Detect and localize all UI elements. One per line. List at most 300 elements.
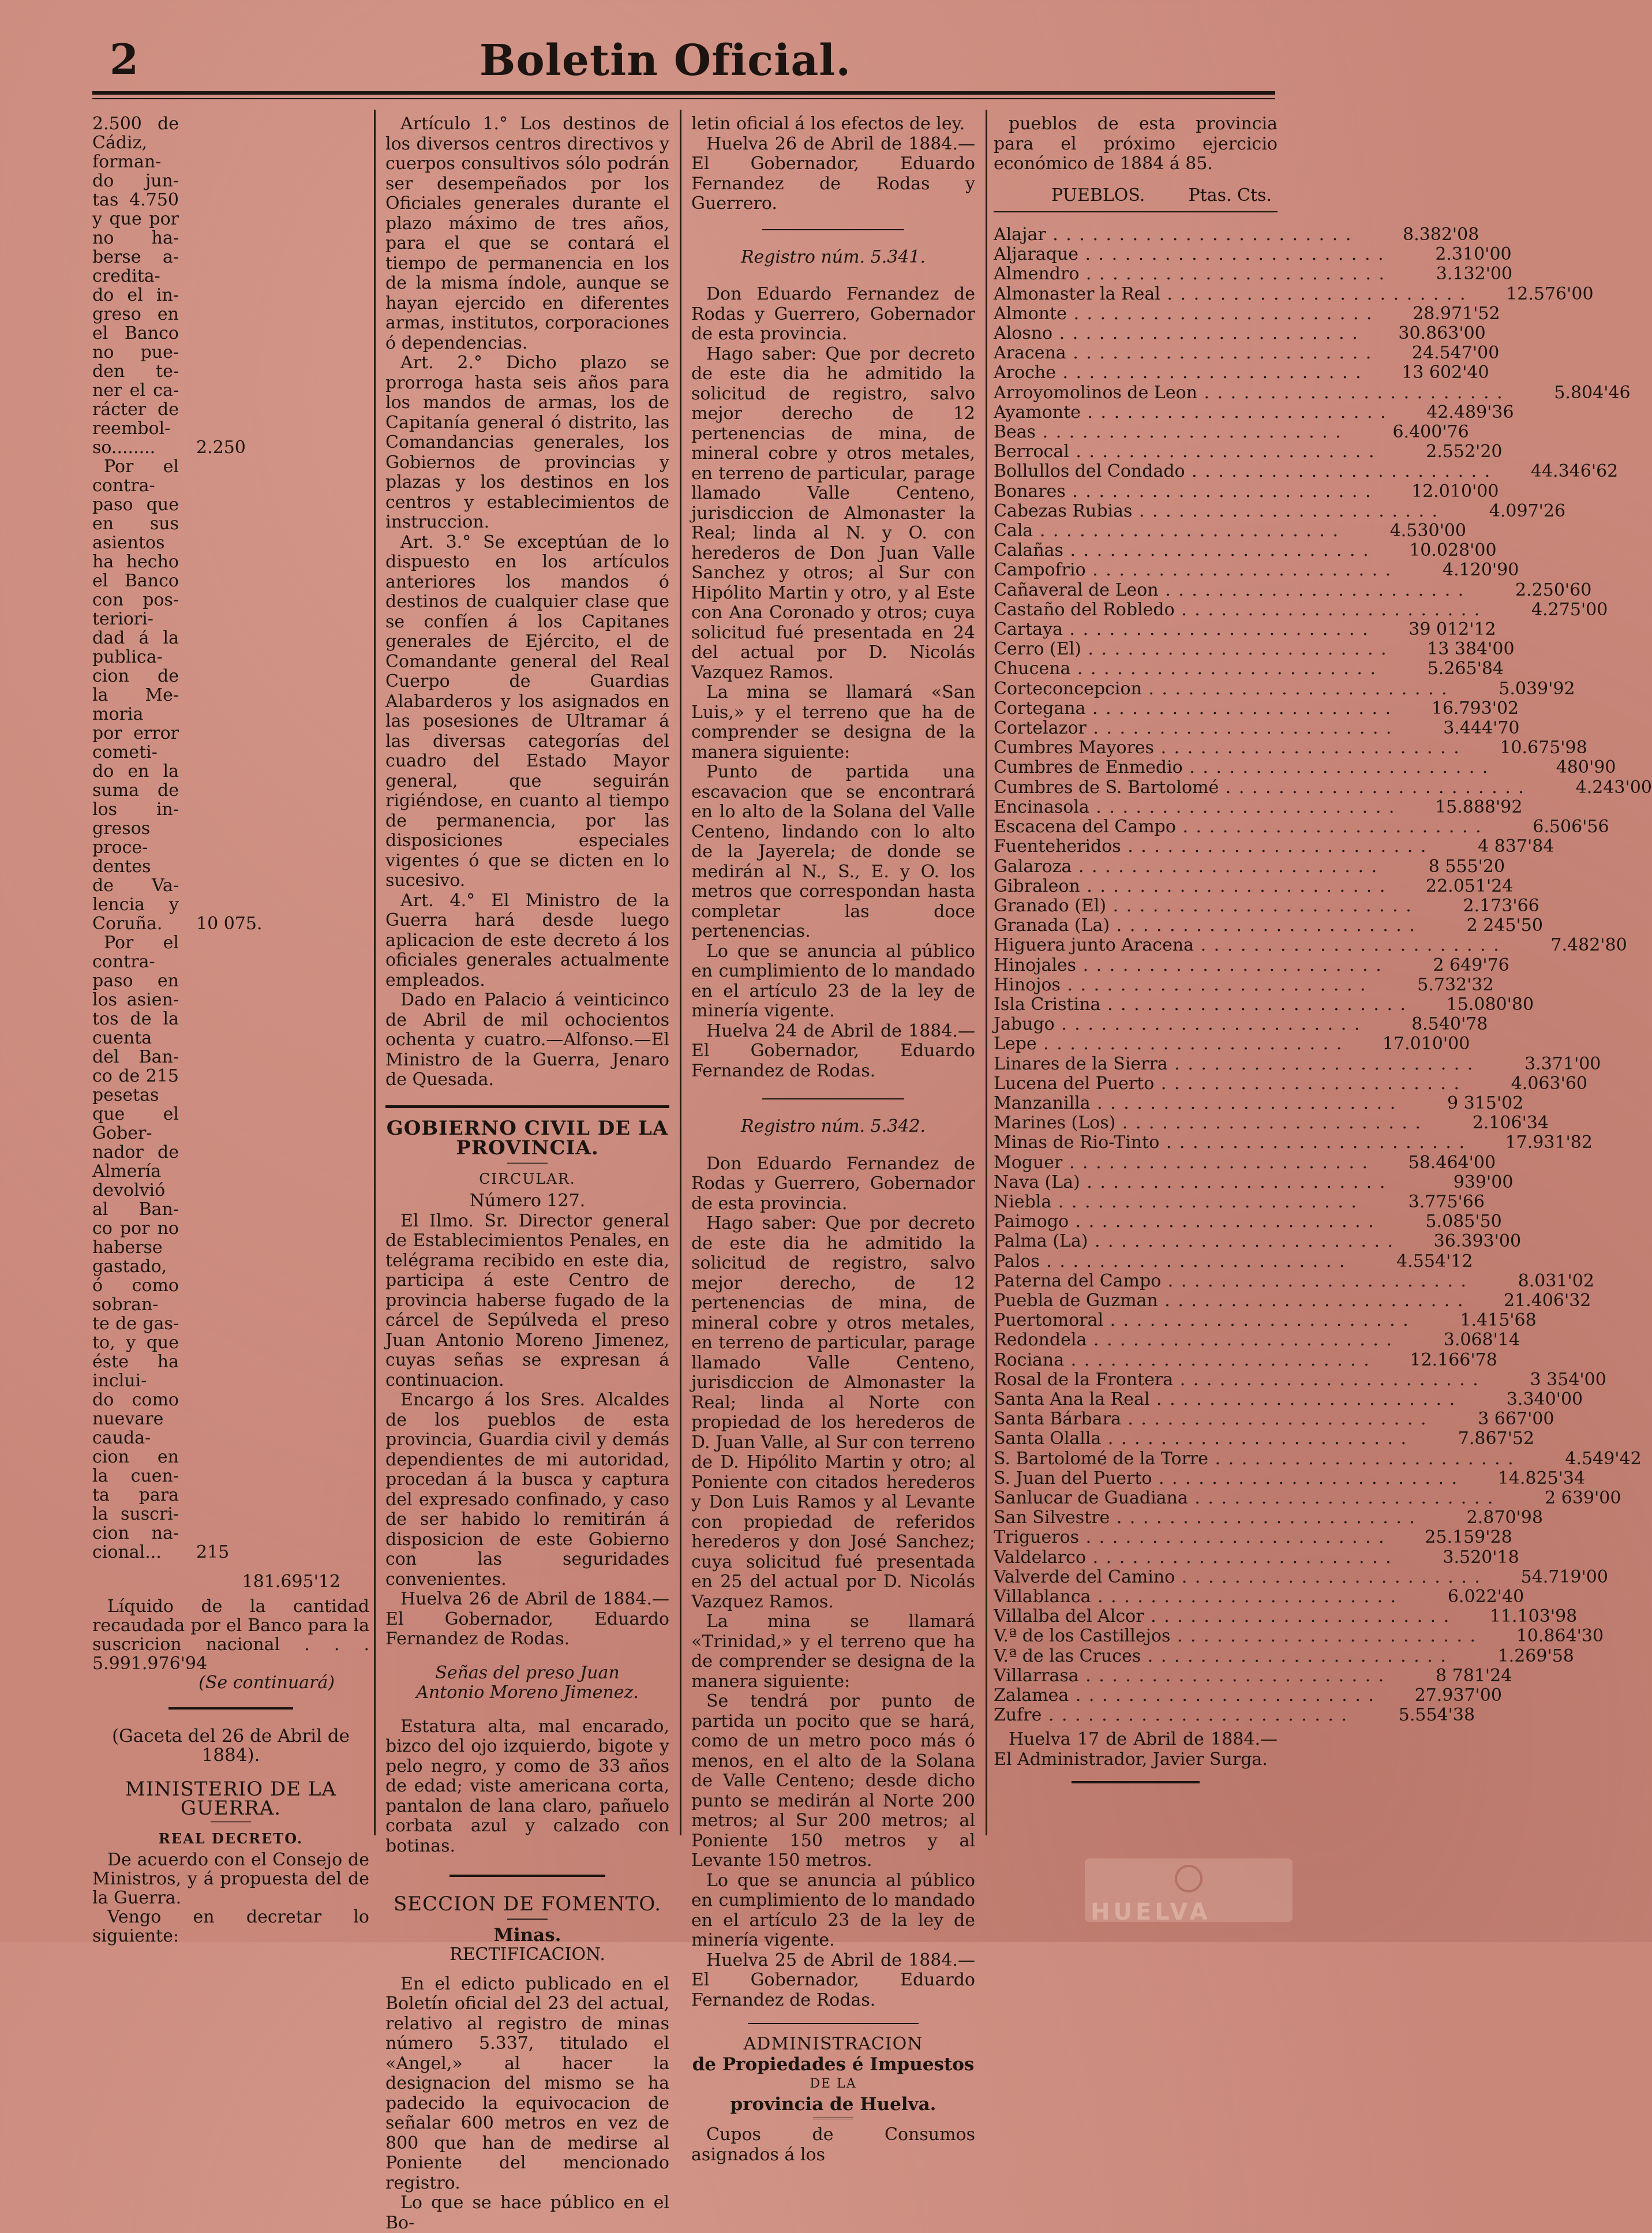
table-row	[994, 1132, 1593, 1153]
table-row	[994, 994, 1534, 1015]
ledger-line: do como	[92, 1390, 179, 1410]
pueblo-value: 4.554'12	[1396, 1251, 1473, 1271]
pueblo-name: Berrocal . . .	[994, 442, 1376, 462]
table-row	[994, 1310, 1537, 1331]
column-3	[691, 114, 975, 2165]
pueblo-name: Almendro . . .	[994, 264, 1385, 284]
table-row	[994, 836, 1554, 857]
pueblo-value: 21.406'32	[1504, 1290, 1591, 1311]
ministerio-heading: MINISTERIO DE LA GUERRA.	[125, 1778, 336, 1820]
table-row	[994, 1014, 1488, 1035]
pueblo-name: Paimogo . . .	[994, 1212, 1375, 1232]
ledger-line: to, y que	[92, 1333, 179, 1353]
pueblo-name: Marines (Los) . . .	[994, 1113, 1422, 1133]
pueblo-name: Valverde del Camino . . .	[994, 1568, 1481, 1587]
pueblo-value: 5.039'92	[1499, 678, 1575, 699]
table-row	[994, 659, 1504, 679]
ledger-line: paso en	[92, 971, 179, 991]
pueblo-name: Villalba del Alcor . . .	[994, 1607, 1450, 1626]
pueblo-value: 54.719'00	[1520, 1566, 1608, 1587]
dbl-rule-2	[507, 1162, 548, 1166]
pueblo-name: Zalamea . . .	[994, 1686, 1375, 1705]
reg2-p2: Hago saber: Que por decreto de este dia he admitido la solicitud de registro, salvo mejor derecho, de 12 pertenencias de mina, de mineral cobre y otros metales, en terreno de particular, parage llamado Valle Centeno, jurisdiccion de Almonaster la Real; linda al Norte con propiedad de los herederos de D. Juan Valle, al Sur con terreno de D. Hipólito Martin y otro; al Poniente con citados herederos y Don Luis Ramos y al Levante con propiedad de referidos herederos y don José Sanchez; cuya solicitud fué presentada en 25 del actual por D. Nicolás Vazquez Ramos.	[691, 1213, 975, 1612]
ledger-amount: 215	[196, 1542, 230, 1562]
ledger-line: la Me-	[92, 685, 179, 705]
pueblo-value: 15.888'92	[1435, 796, 1523, 817]
ledger-line: la cuen-	[92, 1466, 179, 1486]
pueblo-value: 1.415'68	[1460, 1310, 1537, 1331]
ledger-line: tas 4.750	[92, 190, 179, 210]
circular-p2: Encargo á los Sres. Alcaldes de los pueblos de esta provincia, Guardia civil y demás dependientes de mi autoridad, procedan á la busca y captura del expresado confinado, y caso de ser habido lo remitirán á disposicion de este Gobierno con las seguridades convenientes.	[385, 1390, 669, 1589]
ledger-line: gresos	[92, 818, 151, 839]
reg1-p2: Hago saber: Que por decreto de este dia he admitido la solicitud de registro, salvo mejor derecho de 12 pertenencias de mina, de mineral cobre y otros metales, en terreno de particular, parage llamado Valle Centeno, jurisdiccion de Almonaster la Real; linda al N. y O. con herederos de Don Juan Valle Sanchez y otros; al Sur con Hipólito Martin y otro, y al Este con Ana Coronado y otros; cuya solicitud fué presentada en 24 del actual por D. Nicolás Vazquez Ramos.	[691, 343, 975, 683]
admin-heading-3: DE LA	[810, 2077, 857, 2091]
header-pueblos: PUEBLOS.	[1051, 185, 1145, 205]
ledger-line: éste ha	[92, 1352, 179, 1372]
table-row	[994, 1053, 1601, 1074]
pueblo-value: 8 781'24	[1436, 1665, 1512, 1686]
rule-col2-2	[449, 1875, 606, 1877]
reg1-p3: La mina se llamará «San Luis,» y el terreno que ha de comprender se designa de la manera siguiente:	[691, 682, 975, 762]
pueblos-table-header	[994, 186, 1278, 206]
art1: Artículo 1.° Los destinos de los diversos centros directivos y cuerpos consultivos sólo podrán ser desempeñados por los Oficiales generales durante el plazo máximo de tres años, para el que se contará el tiempo de permanencia en los de la misma índole, aunque se hayan ejercido en diferentes armas, institutos, corporaciones ó dependencias.	[385, 114, 669, 353]
ledger-line: do en la	[92, 761, 179, 781]
ledger-line: co de 215	[92, 1066, 179, 1086]
header-rule	[92, 91, 1275, 95]
reg2-p5: Lo que se anuncia al público en cumplimiento de lo mandado en el artículo 23 de la ley de minería vigente.	[691, 1870, 975, 1950]
pueblo-name: S. Juan del Puerto . . .	[994, 1469, 1458, 1488]
pueblo-value: 4.243'00	[1575, 777, 1652, 798]
pueblo-name: Cumbres Mayores . . .	[994, 738, 1460, 758]
ledger-line: asientos	[92, 533, 165, 553]
pueblo-name: Gibraleon . . .	[994, 877, 1386, 896]
decreto-p2: Vengo en decretar lo siguiente:	[92, 1907, 369, 1946]
ledger-line: Coruña.	[92, 914, 163, 934]
ledger-line: Gober-	[92, 1123, 152, 1143]
ledger-line: ó como	[92, 1276, 179, 1296]
pueblo-value: 8.382'08	[1403, 225, 1479, 245]
pueblo-value: 36.393'00	[1433, 1231, 1522, 1252]
pueblo-value: 15.080'80	[1446, 994, 1534, 1015]
ledger-line: tos de la	[92, 1009, 179, 1029]
table-row	[994, 540, 1497, 561]
ledger-line: forman-	[92, 152, 162, 172]
pueblo-value: 4.549'42	[1565, 1448, 1642, 1469]
ledger-line: del Ban-	[92, 1047, 179, 1067]
pueblo-value: 3.340'00	[1506, 1389, 1583, 1409]
pueblo-name: Palos . . .	[994, 1252, 1346, 1271]
pueblo-name: Manzanilla . . .	[994, 1094, 1396, 1113]
ledger-line: suma de	[92, 780, 179, 801]
pueblo-value: 16.793'02	[1431, 698, 1519, 719]
pueblo-name: Puebla de Guzman . . .	[994, 1291, 1464, 1311]
table-row	[994, 639, 1515, 660]
dado: Dado en Palacio á veinticinco de Abril de mil ochocientos ochenta y cuatro.—Alfonso.—El Ministro de la Guerra, Jenaro de Quesada.	[385, 990, 669, 1090]
pueblo-value: 6.506'56	[1533, 817, 1609, 837]
ledger-subtotal: 181.695'12	[242, 1572, 340, 1592]
ledger-line: rácter de	[92, 399, 179, 420]
ledger-line: 2.500 de	[92, 114, 179, 134]
pueblo-name: V.ª de las Cruces . . .	[994, 1647, 1447, 1666]
table-row	[994, 1270, 1594, 1291]
pueblo-name: Alajar . . .	[994, 225, 1352, 245]
ledger-line: ner el ca-	[92, 380, 179, 401]
ledger-line: credita-	[92, 266, 160, 286]
table-row	[994, 1527, 1512, 1548]
pueblo-name: Encinasola . . .	[994, 798, 1395, 817]
pueblo-value: 8.031'02	[1518, 1270, 1594, 1291]
pueblo-value: 28.971'52	[1413, 303, 1500, 324]
pueblo-value: 4.097'26	[1489, 500, 1566, 521]
pueblo-name: Paterna del Campo . . .	[994, 1271, 1467, 1291]
ledger-line: la suscri-	[92, 1504, 179, 1524]
ledger-line: nuevare	[92, 1409, 164, 1429]
pueblo-value: 25.159'28	[1425, 1527, 1512, 1548]
ledger-line: proce-	[92, 837, 148, 858]
pueblo-value: 4.120'90	[1443, 560, 1519, 581]
real-decreto: REAL DECRETO.	[158, 1830, 304, 1847]
ledger-line: los asien-	[92, 990, 179, 1010]
pueblo-name: Santa Bárbara . . .	[994, 1409, 1428, 1429]
header-ptas: Ptas. Cts.	[1188, 185, 1272, 205]
ledger-line: con pos-	[92, 590, 179, 610]
pueblo-value: 58.464'00	[1408, 1152, 1496, 1173]
pueblo-name: Moguer . . .	[994, 1153, 1369, 1173]
table-row	[994, 599, 1608, 620]
registro-5341-heading: Registro núm. 5.341.	[740, 246, 926, 267]
pueblo-name: Ayamonte . . .	[994, 403, 1387, 422]
pueblo-name: Hinojales . . .	[994, 956, 1383, 975]
ledger-line: nador de	[92, 1142, 179, 1162]
pueblo-name: Escacena del Campo . . .	[994, 817, 1482, 837]
table-row	[994, 244, 1512, 265]
pueblo-value: 13 384'00	[1427, 639, 1515, 660]
art3: Art. 3.° Se exceptúan de lo dispuesto en los artículos anteriores los mandos ó destinos de cualquier clase que se confíen á los Capitanes generales de Ejército, el de Comandante general del Real Cuerpo de Guardias Alabarderos y los asignados en las posesiones de Ultramar á las diversas categorías del cuadro del Estado Mayor general, que seguirán rigiéndose, en cuanto al tiempo de permanencia, por las disposiciones especiales vigentes ó que se dicten en lo sucesivo.	[385, 532, 669, 891]
table-row	[994, 1231, 1522, 1252]
ledger-line: pesetas	[92, 1085, 159, 1105]
pueblo-name: Isla Cristina . . .	[994, 995, 1407, 1015]
pueblo-value: 3 354'00	[1530, 1369, 1606, 1390]
ledger-line: moria	[92, 704, 144, 724]
table-row	[994, 461, 1619, 482]
pueblo-name: Granada (La) . . .	[994, 916, 1416, 936]
pueblo-name: Linares de la Sierra . . .	[994, 1054, 1474, 1074]
dbl-rule-4	[813, 2118, 853, 2122]
table-row	[994, 698, 1519, 719]
table-row	[994, 678, 1575, 699]
pueblo-name: Aroche . . .	[994, 363, 1362, 383]
pueblo-name: Cortelazor . . .	[994, 719, 1393, 738]
pueblo-name: Rociana . . .	[994, 1351, 1370, 1370]
rect-p2: Lo que se hace público en el Bo-	[385, 2193, 669, 2233]
circular-label: CIRCULAR.	[479, 1170, 576, 1187]
table-row	[994, 1073, 1588, 1094]
pueblo-name: Aljaraque . . .	[994, 245, 1385, 264]
rule-col2-1	[385, 1105, 669, 1108]
pueblo-name: Lepe . . .	[994, 1034, 1343, 1054]
table-row	[994, 1113, 1549, 1134]
gobierno-heading: GOBIERNO CIVIL DE LA PROVINCIA.	[386, 1116, 669, 1159]
table-row	[994, 1428, 1535, 1449]
circular-p3: Huelva 26 de Abril de 1884.—El Gobernador, Eduardo Fernandez de Rodas.	[385, 1589, 669, 1649]
header-underline	[994, 211, 1278, 212]
pueblo-name: Jabugo . . .	[994, 1015, 1361, 1034]
ledger-line: que el	[92, 1104, 179, 1124]
table-row	[994, 225, 1479, 245]
pueblo-name: Chucena . . .	[994, 659, 1377, 679]
pueblo-value: 44.346'62	[1530, 461, 1619, 482]
ledger-line: Por el	[104, 457, 179, 477]
page-number: 2	[110, 35, 139, 84]
ledger-line: devolvió	[92, 1180, 166, 1200]
admin-p1: Cupos de Consumos asignados á los	[691, 2124, 975, 2165]
table-row	[994, 1606, 1578, 1627]
pueblo-value: 10.675'98	[1500, 738, 1587, 758]
liquido-label: Líquido de la cantidad recaudada por el Banco para la suscricion nacional . . .	[92, 1596, 369, 1655]
pueblo-name: Cala . . .	[994, 521, 1339, 541]
reg2-p4: Se tendrá por punto de partida un pocito que se hará, como de un metro poco más ó menos, en el alto de la Solana de Valle Centeno; desde dicho punto se medirán al Norte 200 metros; al Sur 200 metros; al Poniente 150 metros y al Levante 150 metros.	[691, 1691, 975, 1871]
table-row	[994, 382, 1631, 403]
ledger-line: reembol-	[92, 418, 171, 439]
table-row	[994, 718, 1520, 739]
pueblo-name: Cabezas Rubias . . .	[994, 502, 1439, 521]
pueblo-value: 4.530'00	[1389, 521, 1466, 541]
reg2-p1: Don Eduardo Fernandez de Rodas y Guerrero, Gobernador de esta provincia.	[691, 1153, 975, 1214]
table-row	[994, 1705, 1475, 1726]
table-row	[994, 1566, 1608, 1587]
pueblo-name: Puertomoral . . .	[994, 1311, 1410, 1330]
ledger-line: teriori-	[92, 609, 153, 629]
ledger-line: berse a-	[92, 247, 179, 267]
header-rule-thin	[92, 98, 1275, 99]
pueblo-name: Cumbres de Enmedio . . .	[994, 758, 1489, 777]
pueblo-name: Santa Ana la Real . . .	[994, 1390, 1456, 1409]
pueblo-name: Campofrio . . .	[994, 560, 1392, 580]
pueblo-value: 3.068'14	[1443, 1330, 1520, 1351]
ledger-line: contra-	[92, 476, 155, 496]
pueblo-value: 5.804'46	[1554, 382, 1631, 403]
pueblo-value: 39 012'12	[1408, 619, 1496, 640]
ledger-line: gastado,	[92, 1256, 167, 1277]
table-row	[994, 521, 1466, 541]
pueblo-name: Zufre . . .	[994, 1705, 1348, 1725]
pueblo-value: 3.775'66	[1408, 1191, 1485, 1212]
table-row	[994, 1488, 1621, 1508]
pueblo-name: Castaño del Robledo . . .	[994, 600, 1481, 620]
ledger-line: no pue-	[92, 342, 179, 362]
col3-cont-p1: letin oficial á los efectos de ley.	[691, 114, 965, 134]
pueblo-name: Cañaveral de Leon . . .	[994, 581, 1464, 600]
watermark-text: HUELVA	[1091, 1899, 1211, 1925]
table-row	[994, 1468, 1586, 1488]
ledger-line: cional...	[92, 1542, 162, 1562]
pueblo-value: 11.103'98	[1489, 1606, 1578, 1627]
pueblo-value: 24.547'00	[1411, 343, 1500, 364]
rect-p1: En el edicto publicado en el Boletín oficial del 23 del actual, relativo al registro de minas número 5.337, titulado el «Angel,» al hacer la designacion del mismo se ha padecido la equivocacion de señalar 600 metros en vez de 800 que han de medirse al Poniente del mencionado registro.	[385, 1973, 669, 2193]
decreto-p1: De acuerdo con el Consejo de Ministros, y á propuesta del de la Guerra.	[92, 1850, 369, 1908]
pueblo-value: 2 245'50	[1466, 915, 1543, 936]
circular-p1: El Ilmo. Sr. Director general de Establecimientos Penales, en telégrama recibido en este dia, participa á este Centro de provincia haberse fugado de la cárcel de Sepúlveda el preso Juan Antonio Moreno Jimenez, cuyas señas se expresan á continuacion.	[385, 1210, 669, 1390]
column-1	[92, 114, 369, 1946]
ledger-line: lencia y	[92, 895, 179, 915]
column-divider-3	[986, 110, 987, 1835]
fomento-heading: SECCION DE FOMENTO.	[393, 1892, 662, 1916]
pueblo-value: 480'90	[1556, 757, 1616, 778]
pueblo-name: Granado (El) . . .	[994, 896, 1413, 916]
pueblos-table	[994, 225, 1652, 1726]
pueblo-value: 5.265'84	[1427, 659, 1504, 679]
dbl-rule-1	[211, 1821, 251, 1826]
ledger-line: Almería	[92, 1161, 162, 1181]
table-row	[994, 1349, 1497, 1370]
pueblo-value: 6.022'40	[1447, 1587, 1524, 1607]
reg1-p1: Don Eduardo Fernandez de Rodas y Guerrero, Gobernador de esta provincia.	[691, 284, 975, 344]
reg1-p5: Lo que se anuncia al público en cumplimiento de lo mandado en el artículo 23 de la ley de minería vigente.	[691, 941, 975, 1021]
table-row	[994, 757, 1616, 778]
table-row	[994, 1508, 1543, 1528]
table-row	[994, 856, 1505, 877]
table-row	[994, 1290, 1591, 1311]
ledger-line: al Ban-	[92, 1199, 179, 1220]
pueblo-value: 3.371'00	[1524, 1053, 1601, 1074]
art4: Art. 4.° El Ministro de la Guerra hará desde luego aplicacion de este decreto á los oficiales generales actualmente empleados.	[385, 890, 669, 990]
column-divider-2	[680, 110, 681, 1835]
pueblo-name: Galaroza . . .	[994, 857, 1378, 877]
pueblo-value: 22.051'24	[1426, 876, 1514, 896]
pueblo-name: Cortegana . . .	[994, 699, 1392, 719]
ledger-line: cion en	[92, 1447, 179, 1467]
column-divider-1	[374, 110, 376, 1835]
pueblo-name: Corteconcepcion . . .	[994, 679, 1448, 699]
table-row	[994, 402, 1514, 422]
ledger-line: Cádiz,	[92, 133, 147, 153]
pueblos-intro: pueblos de esta provincia para el próximo ejercicio económico de 1884 á 85.	[994, 114, 1278, 174]
ledger-line: cion de	[92, 666, 179, 686]
pueblo-value: 12.576'00	[1506, 283, 1594, 304]
pueblo-value: 7.482'80	[1550, 935, 1627, 956]
continuara: (Se continuará)	[198, 1673, 335, 1693]
pueblo-name: Lucena del Puerto . . .	[994, 1074, 1460, 1094]
ledger-line: los in-	[92, 799, 179, 820]
pueblo-name: Alosno . . .	[994, 324, 1359, 343]
pueblo-value: 7.867'52	[1458, 1428, 1535, 1449]
liquido-amount: 5.991.976'94	[92, 1654, 208, 1674]
table-row	[994, 777, 1652, 798]
pueblo-name: Higuera junto Aracena . . .	[994, 936, 1500, 955]
pueblo-value: 5.732'32	[1417, 974, 1494, 995]
pueblo-value: 2.173'66	[1463, 895, 1539, 916]
ledger-fragments	[92, 114, 369, 1562]
ledger-line: sobran-	[92, 1295, 159, 1315]
table-row	[994, 1685, 1502, 1706]
ledger-line: dentes	[92, 856, 151, 877]
pueblo-name: Rosal de la Frontera . . .	[994, 1370, 1479, 1390]
ledger-line: paso que	[92, 495, 179, 515]
table-row	[994, 1645, 1574, 1666]
ledger-line: dad á la	[92, 628, 179, 648]
table-row	[994, 1191, 1485, 1212]
table-row	[994, 1665, 1512, 1686]
pueblo-value: 939'00	[1453, 1172, 1514, 1192]
pueblo-name: Calañas . . .	[994, 541, 1370, 560]
table-row	[994, 915, 1543, 936]
reg1-p4: Punto de partida una escavacion que se encontrará en lo alto de la Solana del Valle Centeno, lindando con lo alto de la Jayerela; de donde se medirán al N., S., E. y O. los metros que correspondan hasta completar las doce pertenencias.	[691, 762, 975, 941]
col3-cont-p2: Huelva 26 de Abril de 1884.—El Gobernador, Eduardo Fernandez de Rodas y Guerrero.	[691, 133, 975, 214]
pueblo-name: Santa Olalla . . .	[994, 1429, 1407, 1449]
ledger-line: cion na-	[92, 1523, 179, 1543]
table-row	[994, 579, 1592, 600]
table-row	[994, 264, 1513, 285]
table-row	[994, 1152, 1496, 1173]
pueblo-name: Bonares . . .	[994, 482, 1372, 502]
ledger-line: do el in-	[92, 285, 179, 305]
pueblo-name: Aracena . . .	[994, 343, 1372, 363]
pueblo-name: Beas . . .	[994, 422, 1342, 442]
pueblo-value: 10.028'00	[1409, 540, 1497, 561]
table-row	[994, 343, 1500, 364]
ledger-line: publica-	[92, 647, 163, 667]
ledger-line: te de gas-	[92, 1314, 179, 1334]
table-row	[994, 1409, 1554, 1430]
ledger-line: cauda-	[92, 1428, 151, 1448]
pueblo-name: V.ª de los Castillejos . . .	[994, 1626, 1477, 1646]
ledger-line: y que por	[92, 209, 179, 229]
pueblo-value: 5.085'50	[1425, 1211, 1502, 1232]
table-row	[994, 974, 1494, 995]
table-row	[994, 323, 1486, 344]
pueblo-name: Almonaster la Real . . .	[994, 285, 1467, 304]
table-row	[994, 619, 1496, 640]
pueblo-value: 3.520'18	[1443, 1547, 1519, 1568]
table-row	[994, 955, 1509, 975]
rectificacion-heading: RECTIFICACION.	[449, 1944, 605, 1965]
table-row	[994, 481, 1499, 502]
pueblo-name: Cartaya . . .	[994, 620, 1369, 639]
pueblo-value: 10.864'30	[1516, 1626, 1604, 1647]
ledger-line: Por el	[104, 933, 179, 953]
table-row	[994, 422, 1469, 443]
table-row	[994, 362, 1489, 383]
table-row	[994, 935, 1627, 956]
pueblo-value: 3 667'00	[1478, 1409, 1554, 1430]
pueblo-name: Redondela . . .	[994, 1330, 1393, 1350]
column-4	[994, 114, 1652, 1795]
pueblo-name: Palma (La) . . .	[994, 1232, 1394, 1251]
table-row	[994, 303, 1500, 324]
pueblo-value: 42.489'36	[1426, 402, 1514, 422]
table-row	[994, 560, 1519, 581]
column-2	[385, 114, 669, 2233]
table-row	[994, 738, 1587, 758]
table-row	[994, 817, 1609, 837]
ledger-line: de Va-	[92, 876, 179, 896]
pueblo-name: Cumbres de S. Bartolomé . . .	[994, 778, 1525, 798]
ledger-line: el Banco	[92, 571, 179, 591]
table-row	[994, 1034, 1470, 1054]
pueblo-value: 4 837'84	[1478, 836, 1554, 857]
admin-heading-4: provincia de Huelva.	[730, 2093, 936, 2115]
pueblo-value: 14.825'34	[1497, 1468, 1586, 1488]
table-row	[994, 1369, 1606, 1390]
table-row	[994, 283, 1594, 304]
ledger-line: por error	[92, 723, 179, 743]
pueblo-value: 2.870'98	[1466, 1508, 1543, 1528]
ledger-amount: 2.250	[196, 437, 246, 458]
ledger-line: inclui-	[92, 1371, 147, 1391]
rule-col1-1	[168, 1707, 293, 1710]
ledger-line: el Banco	[92, 323, 179, 343]
gaceta-citation: (Gaceta del 26 de Abril de 1884).	[111, 1726, 350, 1766]
